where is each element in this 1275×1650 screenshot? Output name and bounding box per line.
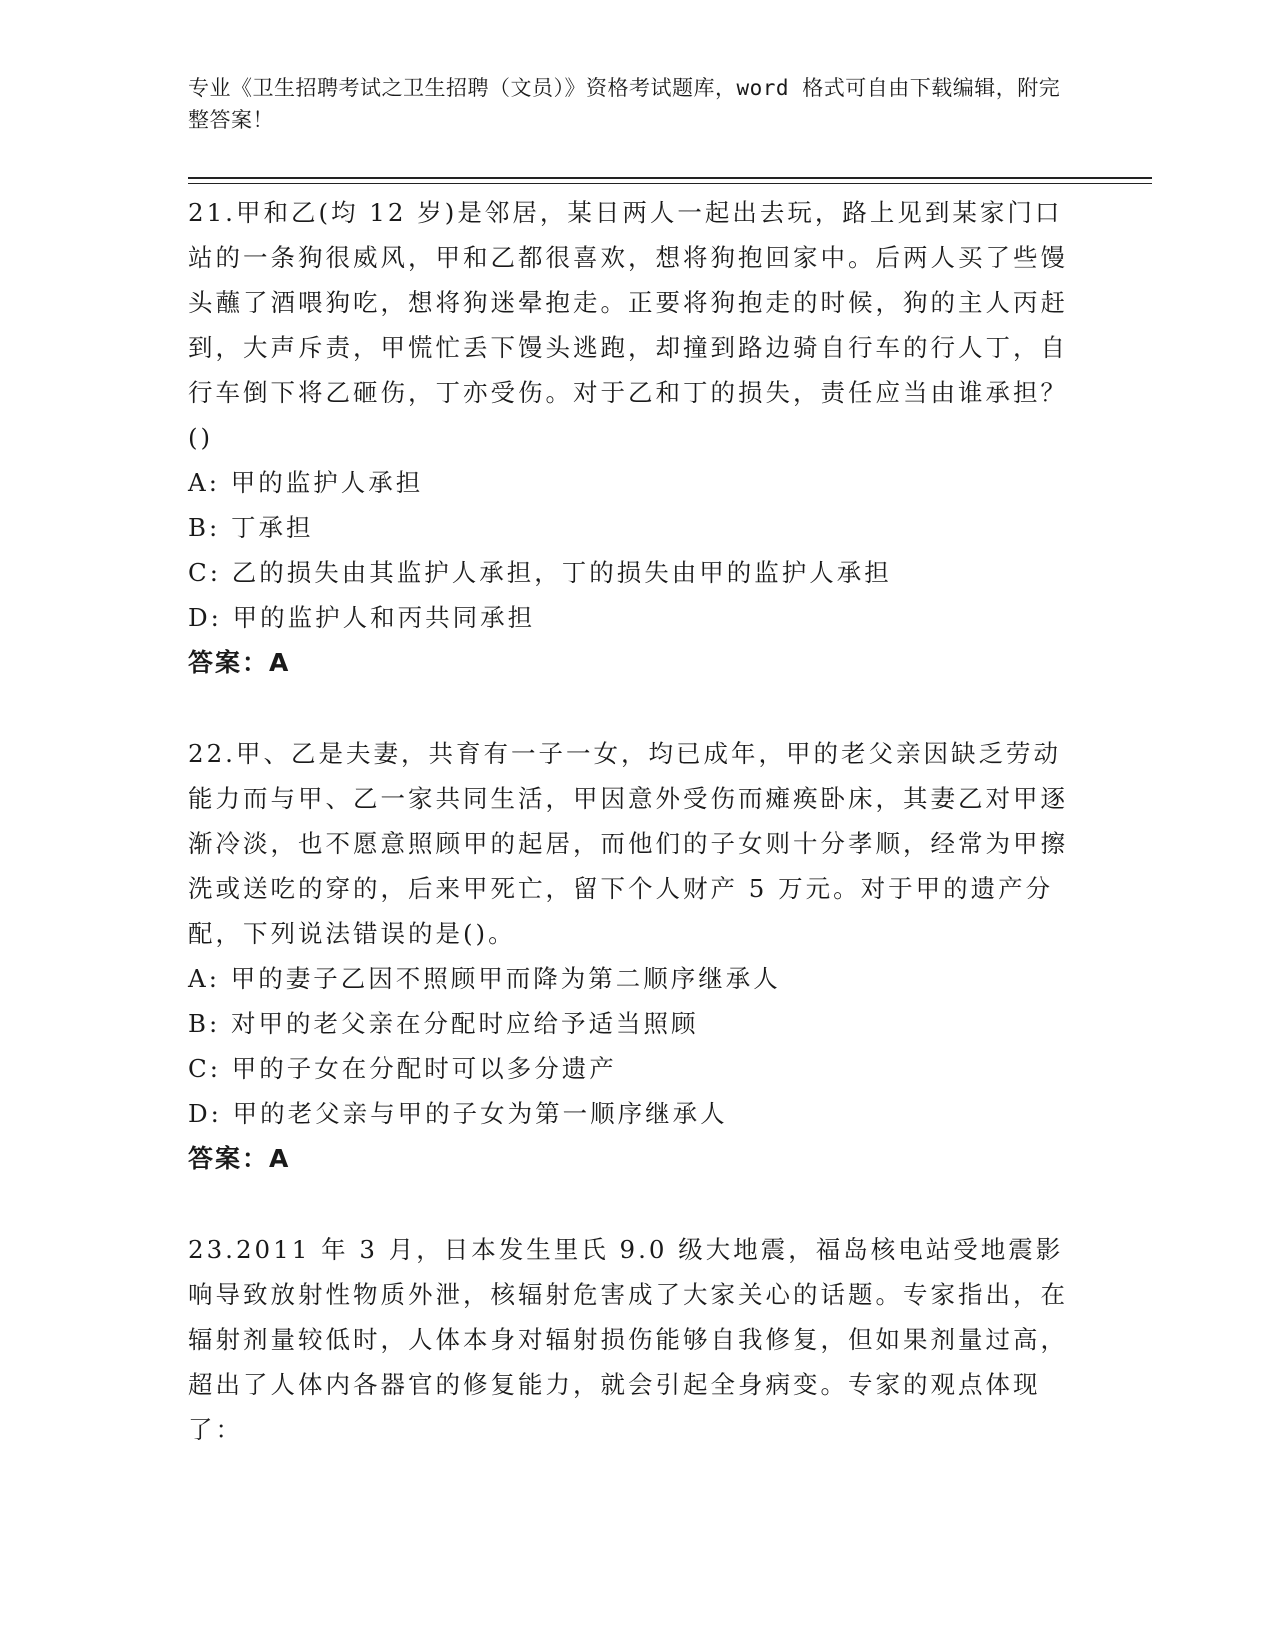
question-21: [188, 190, 1088, 685]
option-b: B: 对甲的老父亲在分配时应给予适当照顾: [188, 1009, 699, 1038]
option-a: A: 甲的监护人承担: [188, 468, 424, 497]
header-rule-thick: [188, 177, 1152, 179]
option-list: [188, 956, 1088, 1136]
option-b: B: 丁承担: [188, 513, 314, 542]
question-23: [188, 1227, 1088, 1452]
option-d: D: 甲的老父亲与甲的子女为第一顺序继承人: [188, 1099, 728, 1128]
option-c: C: 甲的子女在分配时可以多分遗产: [188, 1054, 617, 1083]
header-rule-thin: [188, 183, 1152, 184]
option-d: D: 甲的监护人和丙共同承担: [188, 603, 536, 632]
question-stem: 22.甲、乙是夫妻，共育有一子一女，均已成年，甲的老父亲因缺乏劳动能力而与甲、乙一家共同生活，甲因意外受伤而瘫痪卧床，其妻乙对甲逐渐冷淡，也不愿意照顾甲的起居，而他们的子女则十分孝顺，经常为甲擦洗或送吃的穿的，后来甲死亡，留下个人财产 5 万元。对于甲的遗产分配，下列说法错误的是()。: [188, 739, 1068, 948]
question-22: [188, 731, 1088, 1181]
answer-label: 答案：A: [188, 648, 291, 677]
option-list: [188, 460, 1088, 640]
question-list: [188, 190, 1088, 1498]
answer-label: 答案：A: [188, 1144, 291, 1173]
document-header: 专业《卫生招聘考试之卫生招聘（文员）》资格考试题库，word 格式可自由下载编辑，附完整答案！: [188, 76, 1061, 132]
question-stem: 21.甲和乙(均 12 岁)是邻居，某日两人一起出去玩，路上见到某家门口站的一条狗很威风，甲和乙都很喜欢，想将狗抱回家中。后两人买了些馒头蘸了酒喂狗吃，想将狗迷晕抱走。正要将狗抱走的时候，狗的主人丙赶到，大声斥责，甲慌忙丢下馒头逃跑，却撞到路边骑自行车的行人丁，自行车倒下将乙砸伤，丁亦受伤。对于乙和丁的损失，责任应当由谁承担？(): [188, 198, 1068, 452]
question-stem: 23.2011 年 3 月，日本发生里氏 9.0 级大地震，福岛核电站受地震影响导致放射性物质外泄，核辐射危害成了大家关心的话题。专家指出，在辐射剂量较低时，人体本身对辐射损伤能够自我修复，但如果剂量过高，超出了人体内各器官的修复能力，就会引起全身病变。专家的观点体现了：: [188, 1235, 1068, 1444]
option-c: C: 乙的损失由其监护人承担，丁的损失由甲的监护人承担: [188, 558, 892, 587]
option-a: A: 甲的妻子乙因不照顾甲而降为第二顺序继承人: [188, 964, 781, 993]
